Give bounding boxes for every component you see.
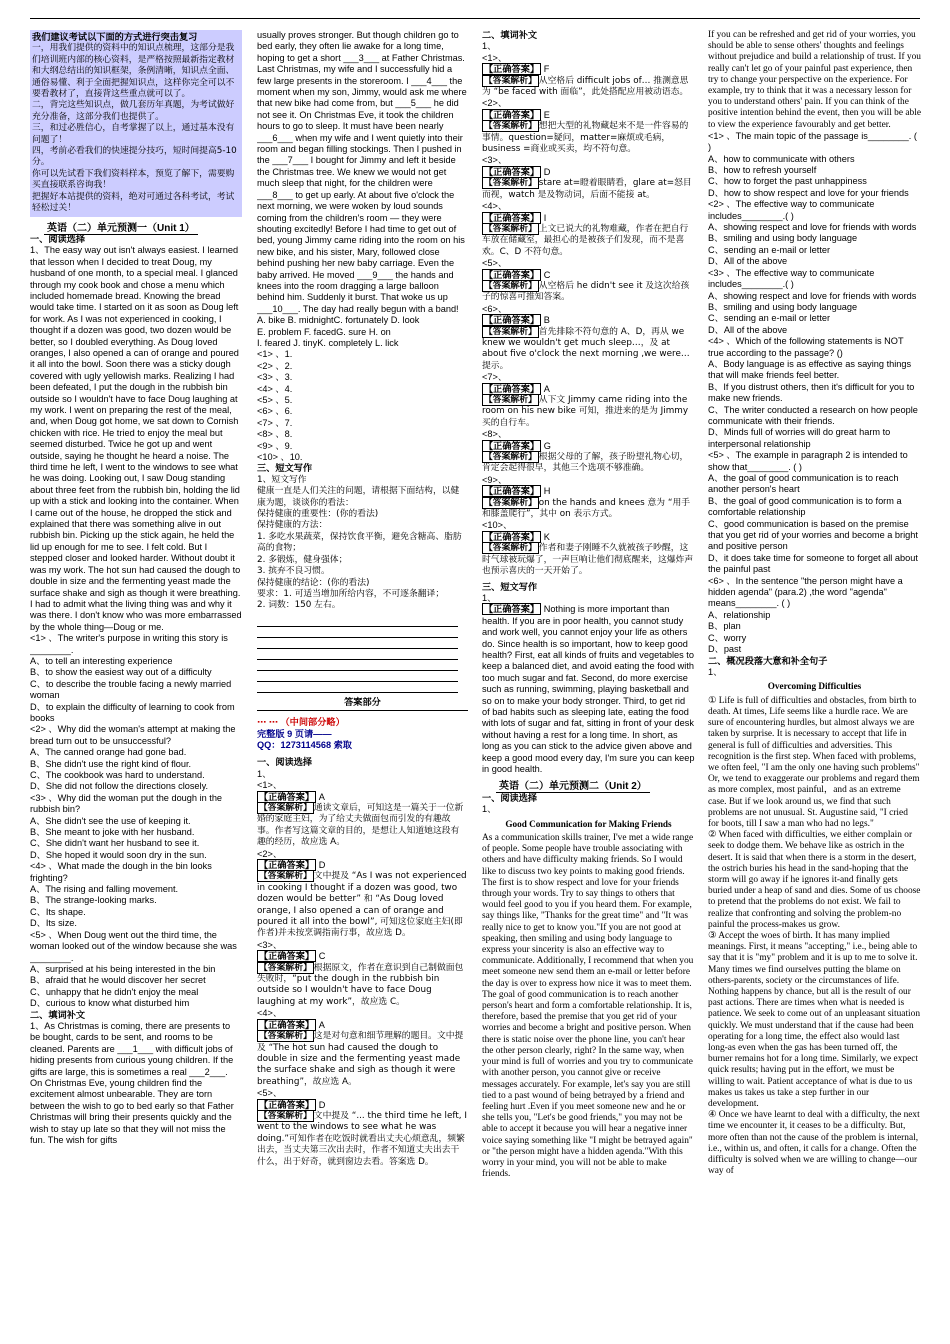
correct-answer-label: 【正确答案】 (259, 951, 315, 962)
question-line: <4> 、Which of the following statements is NOT true according to the passage? () (708, 336, 904, 358)
section-heading: 二、概况段落大意和补全句子 (708, 655, 828, 666)
paragraph: ① Life is full of difficulties and obstacles, from birth to death. At times, Life seems like a hurdle race. We are sure of encountering hurdles, but almost always we are taken by surprise. It is necessary to accept that life in general is full of difficulties and adversities. This recognition is the first step. When faced with problems, we often feel, "I am the only one having such problems" Or, we tend to exaggerate our problems and regard them as more complex, most painful，and as an extreme case. But if we look around us, we find that such problems are not unusual. St. Augustine said, "I cried for boots, till I saw a man who had no legs." (708, 695, 920, 829)
cloze-options: A. bike B. midnightC. fortunately D. look (257, 315, 420, 326)
explanation-text: 根据父母的了解，孩子盼望礼物心切，肯定会起得很早，其他三个选项不够准确。 (482, 452, 689, 474)
item-number: 1、 (708, 666, 723, 677)
question-list (30, 633, 242, 1009)
writing-line: 保持健康的结论：(你的看法) (257, 577, 370, 588)
option-line: B、The strange-looking marks. (30, 895, 157, 906)
option-line: A、relationship (708, 609, 771, 620)
question-line: <4> 、What made the dough in the bin looks frighting? (30, 861, 212, 883)
answer-key: D (318, 1099, 326, 1110)
writing-line: 2. 词数：150 左右。 (257, 600, 341, 611)
option-line: B、to show the easiest way out of a difficulty (30, 667, 212, 678)
unit2-title (496, 781, 695, 792)
blank-number: <9> 、9. (257, 440, 293, 451)
option-line: B、She didn't use the right kind of flour. (30, 758, 192, 769)
answer-block (257, 849, 468, 940)
question-line: <1> 、The main topic of the passage is________. ( ) (708, 130, 917, 153)
explanation-label: 【答案解析】 (484, 543, 537, 554)
answer-number: <8>、 (482, 429, 508, 440)
option-line: B、She meant to joke with her husband. (30, 827, 195, 838)
option-line: B、how to refresh yourself (708, 165, 817, 176)
answer-explanation (257, 803, 468, 849)
writing-line: 1、短文写作 (257, 474, 307, 485)
option-line: D、to explain the difficulty of learning to cook from books (30, 701, 235, 723)
blank-number: <3> 、3. (257, 372, 293, 383)
explanation-text: 从下文 Jimmy came riding into the room on his new bike 可知，推进来的是为 Jimmy 买的自行车。 (482, 395, 689, 428)
study-advice-box (30, 30, 242, 217)
answer-block (482, 304, 695, 372)
correct-answer-label: 【正确答案】 (484, 486, 540, 497)
section-heading: 一、阅读选择 (30, 233, 86, 244)
writing-answer-text: Nothing is more important than health. If you are in poor health, you cannot study and work well, you cannot enjoy your life as others do. Since health is so important, how to keep good health? First, eat all kinds of fruits and vegetables to keep a balanced diet, and avoid eating the food with too much sugar and fat. Second, do more exercise such as running, swimming, playing basketball and so on to make your body stronger. Third, to get rid of bad habits such as sleeping late, eating the food with lots of sugar and fat, sitting in front of your desk without having a rest for a long time. In short, as long as you can stick to the advice given above and keep a good mood every day, I'm sure you can keep in good health. (482, 604, 695, 774)
explanation-text: 文中提及 “As I was not experienced in cooking I thought if a dozen was good, two dozen would be better” 和 “As Doug loved orange, I also opened a can of orange and poured it all into the bowl”, 可知这位家庭主妇(即作者)并未按烹调指南行事，故应选 D。 (257, 871, 467, 939)
blank-number: <2> 、2. (257, 360, 293, 371)
paragraph: ③ Accept the woes of birth. It has many implied meanings. First, it means "accepting," i.e., being able to say that it is "my" problem and it is up to me to solve it. Many times we find ourselves putting the blame on others-parents, society or the circumstances of life. Nothing happens by chance, but all is the result of our past actions. There are times when what is needed is patience. We seek to come out of an unpleasant situation quickly. We must understand that if the cause had been operating for a long time, the effect also would last long-as even when the gas has been turned off, the burner remains hot for a long time. Similarly, we expect quick results; having put in the effort, we must be willing to wait. Patient acceptance of what is due to us makes us takes us take a step further in our development. (708, 931, 921, 1110)
advice-line: 你可以先试看下我们资料样本，预览了解下，需要购买直接联系咨询我！ (32, 168, 235, 191)
explanation-label: 【答案解析】 (259, 871, 312, 882)
question-line: <6> 、In the sentence "the person might have a hidden agenda" (para.2) ,the word "agenda" means________. ( ) (708, 575, 903, 609)
answer-block (482, 98, 695, 155)
qq-contact: QQ：1273114568 索取 (257, 739, 352, 750)
explanation-label: 【答案解析】 (259, 1031, 312, 1042)
writing-blank-lines (257, 616, 468, 693)
option-line: D、All of the above (708, 256, 788, 267)
option-line: A、the goal of good communication is to reach another person's heart (708, 473, 899, 495)
explanation-text: 这是对句意和细节理解的题目。文中提及 “The hot sun had caused the dough to double in size and the fermenting yeast made the surface shake and sigh as though it were breathing”，故应选 A。 (257, 1031, 464, 1087)
answer-section-heading: 答案部分 (257, 697, 468, 711)
answer-explanation (257, 871, 468, 939)
column-1 (30, 30, 242, 1340)
cloze-options: E. problem F. facedG. sure H. on (257, 326, 391, 337)
option-line: D、Minds full of worries will do great harm to interpersonal relationship (708, 427, 891, 449)
explanation-text: 想把大型的礼物藏起来不是一件容易的事情。question=疑问，matter=麻烦或毛病，business =商业或买卖，均不符句意。 (482, 121, 689, 155)
correct-answer-label: 【正确答案】 (259, 1019, 315, 1030)
answer-explanation (482, 543, 695, 577)
answer-key: G (543, 440, 551, 451)
answer-explanation (257, 1031, 468, 1088)
correct-answer-label: 【正确答案】 (484, 269, 540, 280)
explanation-text: 通读文章后，可知这是一篇关于一位新婚的家庭主妇，为了给丈夫做面包而引发的有趣故事。作者写这篇文章的目的，是想让人知道她这段有趣的经历，故应选 A。 (257, 802, 464, 848)
correct-answer (482, 64, 695, 75)
passage-title: Overcoming Difficulties (767, 681, 862, 692)
writing-answer (482, 604, 695, 775)
answer-block (482, 53, 695, 99)
answer-key: A (318, 791, 325, 802)
answer-explanation (482, 224, 695, 258)
explanation-text: 文中提及 “... the third time he left, I went to the windows to see what he was doing.”可知作者在吃饭时就看出丈夫心烦意乱，频繁出去，当丈夫第三次出去时，作者不知道丈夫出去干什么，出于好奇，就到窗边去看。答案选 D。 (257, 1110, 467, 1167)
question-list (708, 131, 921, 656)
option-line: A、Body language is as effective as saying things that will make friends feel better. (708, 358, 912, 381)
question-line: <3> 、Why did the woman put the dough in the rubbish bin? (30, 792, 223, 815)
explanation-text: on the hands and knees 意为 “用手和膝盖爬行”，其中 on 表示方式。 (482, 497, 691, 520)
writing-line: 保持健康的重要性：(你的看法) (257, 509, 379, 520)
item-number: 1、 (482, 804, 497, 815)
question-line: <5> 、When Doug went out the third time, the woman looked out of the window because she was ________. (30, 929, 237, 963)
section-heading: 二、填词补文 (482, 30, 538, 40)
answer-block (482, 201, 695, 258)
explanation-label: 【答案解析】 (484, 395, 537, 405)
full-version-notice: 完整版 9 页请—— (257, 728, 332, 739)
answer-number: <6>、 (482, 303, 508, 314)
answer-block (482, 429, 695, 475)
top-rule (30, 18, 920, 19)
passage-title: Good Communication for Making Friends (505, 818, 672, 829)
correct-answer-label: 【正确答案】 (259, 791, 315, 802)
option-line: D、how to show respect and love for your friends (708, 187, 909, 198)
answer-number: <3>、 (257, 939, 283, 950)
answer-number: <1>、 (257, 780, 283, 791)
answer-key: D (543, 166, 551, 177)
writing-line: 1. 多吃水果蔬菜，保持饮食平衡，避免含糖高、脂肪高的食物； (257, 531, 462, 554)
explanation-text: 根据原文，作者在意识到自己制做面包失败时，“put the dough in the rubbish bin outside so I wouldn't have to face Doug laughing at my work”，故应选 C。 (257, 962, 464, 1007)
option-line: A、surprised at his being interested in the bin (30, 963, 216, 974)
unit1-title (44, 223, 242, 234)
explanation-label: 【答案解析】 (259, 962, 312, 973)
answer-key: E (543, 109, 550, 120)
correct-answer (482, 486, 695, 497)
answer-block (482, 475, 695, 521)
item-number: 1、 (482, 592, 497, 603)
option-line: C、worry (708, 632, 747, 643)
answer-key: B (543, 315, 550, 326)
answer-key: F (543, 64, 550, 75)
option-line: D、curious to know what disturbed him (30, 998, 190, 1009)
answer-number: <9>、 (482, 474, 508, 485)
option-line: B、afraid that he would discover her secret (30, 975, 206, 986)
answer-block (257, 940, 468, 1008)
correct-answer-label: 【正确答案】 (484, 440, 540, 451)
answer-key: C (318, 951, 326, 962)
option-line: A、The rising and falling movement. (30, 884, 179, 895)
section-heading: 一、阅读选择 (482, 792, 538, 803)
blank-line (257, 660, 458, 671)
answer-key: A (318, 1019, 325, 1030)
option-line: B、plan (708, 621, 741, 632)
answer-explanation (482, 395, 695, 429)
answer-block (257, 780, 468, 848)
option-line: C、The cookbook was hard to understand. (30, 770, 205, 780)
explanation-label: 【答案解析】 (484, 280, 537, 291)
blank-line (257, 638, 458, 649)
answer-block (257, 1088, 468, 1168)
answer-explanation (482, 281, 695, 304)
option-line: A、how to communicate with others (708, 153, 855, 164)
answer-number: <5>、 (482, 258, 508, 269)
section-heading: 三、短文写作 (482, 581, 538, 592)
answer-explanation (482, 452, 695, 475)
option-line: D、She did not follow the directions closely. (30, 781, 209, 792)
column-2 (257, 30, 468, 1340)
explanation-label: 【答案解析】 (484, 223, 537, 234)
unit1-title-text: 英语（二）单元预测一（Unit 1） (44, 223, 198, 235)
correct-answer-label: 【正确答案】 (484, 315, 540, 326)
blank-line (257, 627, 458, 638)
answer-number: <2>、 (257, 848, 283, 859)
option-line: C、unhappy that he didn't enjoy the meal (30, 986, 199, 997)
option-line: C、Its shape. (30, 906, 86, 917)
explanation-label: 【答案解析】 (259, 1110, 312, 1121)
explanation-text: 作者和妻子刚睡不久就被孩子吵醒，这时气球被玩爆了，一声巨响让他们彻底醒来，这爆炸声也预示喜庆的一天开始了。 (482, 543, 694, 577)
unit2-title-text: 英语（二）单元预测二（Unit 2） (496, 781, 650, 793)
answer-block (482, 155, 695, 201)
answer-block (257, 1008, 468, 1088)
cloze-passage-continued: usually proves stronger. But though children go to bed early, they often lie awake for a long time, hoping to get a short ___3___ at Father Christmas. Last Christmas, my wife and I successfully hid a few large presents in the storeroom. I ___4___ the moment when my son, Jimmy, would ask me where that new bike had come from, but ___5___ he did not see it. On Christmas Eve, it took the children hours to go to sleep. It must have been nearly ___6___ when my wife and I went quietly into their room and began filling stockings. Then I pushed in the ___7___ I bought for Jimmy and left it beside the Christmas tree. We knew we would not get much sleep that night, for the children were ___8___ to get up early. At about five o'clock the next morning, we were woken by loud sounds coming from the children's room — they were shouting excitedly! Before I had time to get out of bed, young Jimmy came riding into the room on his new bike, and his sister, Mary, followed close behind pushing her new baby carriage. Even the baby arrived. He moved ___9___ the hands and knees into the room dragging a large balloon behind him. Suddenly it burst. That woke us up ___10___. The day had really begun with a band! (257, 30, 467, 314)
option-line: D、Its size. (30, 918, 77, 929)
blank-number: <8> 、8. (257, 429, 293, 440)
question-line: <5> 、The example in paragraph 2 is intended to show that________. ( ) (708, 450, 908, 472)
correct-answer-label: 【正确答案】 (484, 109, 540, 120)
advice-line: 四，考前必看我们的快速提分技巧，短时间提高5-10分。 (32, 146, 237, 168)
answer-explanation (482, 76, 695, 99)
answer-explanation (257, 963, 468, 1009)
correct-answer-label: 【正确答案】 (484, 383, 540, 394)
column-3 (482, 30, 695, 1340)
answer-key: D (318, 860, 326, 870)
blank-line (257, 671, 458, 682)
blank-number: <10> 、10. (257, 452, 303, 463)
writing-task (257, 475, 468, 612)
option-line: D、past (708, 644, 742, 655)
answer-block (482, 372, 695, 429)
section-heading: 二、填词补文 (30, 1009, 86, 1020)
option-line: B、If you distrust others, then it's difficult for you to make new friends. (708, 381, 915, 404)
answer-key: A (543, 383, 550, 394)
correct-answer (482, 315, 695, 326)
correct-answer-label: 【正确答案】 (484, 604, 540, 615)
answer-key: K (543, 531, 550, 542)
blank-line (257, 649, 458, 660)
blank-number: <7> 、7. (257, 417, 293, 428)
answer-explanation (482, 121, 695, 155)
reading-passage-continued: If you can be refreshed and get rid of your worries, you should be able to sense others' thoughts and feelings without prejudice and build a relationship of trust. If you really can't let go of your painful past experience, then try to change your perspective on the experience. For example, try to think that it was a necessary lesson for you to understand others' pain. If you can think of the positive intention behind the event, then you will be able to view the experience favourably and get better. (708, 30, 921, 130)
writing-line: 健康一直是人们关注的问题，请根据下面结构，以健康为题，谈谈你的看法： (257, 486, 460, 508)
option-line: C、sending an e-mail or letter (708, 313, 831, 324)
blank-line (257, 616, 458, 627)
option-line: C、sending an e-mail or letter (708, 244, 831, 255)
option-line: C、how to forget the past unhappiness (708, 176, 867, 187)
explanation-label: 【答案解析】 (484, 452, 537, 463)
option-line: C、good communication is based on the premise that you get rid of your worries and become a bright and positive person (708, 518, 918, 552)
cloze-options: I. feared J. tinyK. completely L. lick (257, 337, 399, 348)
item-number: 1、 (257, 768, 272, 779)
answer-number: <1>、 (482, 52, 508, 63)
explanation-text: 从空格后 he didn't see it 及这次给孩子的惊喜可推知答案。 (482, 280, 690, 303)
reading-passage: 1、The easy way out isn't always easiest. I learned that lesson when I decided to treat Doug, my husband of one month, to a special meal. I glanced through my cook book and chose a menu which included homemade bread. Knowing the bread would take time. I started on it as soon as Doug left for work. As I was not experienced in cooking, I thought if a dozen was good, two dozen would be better, so I doubled everything. As Doug loved oranges, I also opened a can of orange and poured it all into the bowl. Soon there was a sticky dough covered with ugly yellowish marks. Realizing I had been defeated, I put the dough in the rubbish bin outside so I wouldn't have to face Doug laughing at my work. I went on preparing the rest of the meal, and, when Doug got home, we sat down to Cornish chicken with rice. He tried to enjoy the meal but seemed disturbed. Twice he got up and went outside, saying he thought he heard a noise. The third time he left, I went to the windows to see what he was doing. Looking out, I saw Doug standing about three feet from the rubbish bin, holding the lid up with a stick and looking into the container. When I came out of the house, he dropped the stick and explained that there was something alive in out rubbish bin. Picking up the stick again, he held the lid up enough for me to see. I felt cold. But I stepped closer and looked harder. Without doubt it was my work. The hot sun had caused the dough to double in size and the fermenting yeast made the surface shake and sigh as though it were breathing. I had to admit what the living thing was and why it was there. I don't know who was more embarrassed by the whole thing—Doug or me. (30, 245, 242, 632)
option-line: C、She didn't want her husband to see it. (30, 838, 200, 849)
option-line: C、The writer conducted a research on how people communicate with their friends. (708, 404, 918, 426)
answer-key: I (543, 212, 547, 223)
section-heading: 三、短文写作 (257, 463, 313, 474)
explanation-text: stare at=瞪着眼睛看，glare at=怒目而视，watch 是及物动词，后面不能接 at。 (482, 178, 692, 200)
option-line: A、showing respect and love for friends with words (708, 222, 917, 233)
explanation-label: 【答案解析】 (484, 121, 537, 132)
answer-number: <7>、 (482, 372, 508, 383)
explanation-label: 【答案解析】 (484, 326, 537, 337)
correct-answer-label: 【正确答案】 (259, 860, 315, 870)
answer-key: H (543, 486, 551, 497)
correct-answer-label: 【正确答案】 (484, 64, 540, 75)
explanation-label: 【答案解析】 (484, 497, 537, 508)
writing-line: 要求：1. 可适当增加所给内容，不可逐条翻译； (257, 588, 445, 599)
answer-explanation (482, 327, 695, 373)
option-line: B、smiling and using body language (708, 233, 858, 244)
answer-key: C (543, 269, 551, 280)
option-line: D、She hoped it would soon dry in the sun. (30, 849, 207, 860)
option-line: B、smiling and using body language (708, 301, 858, 312)
explanation-label: 【答案解析】 (484, 178, 537, 189)
option-line: A、She didn't see the use of keeping it. (30, 815, 191, 826)
answer-number: <3>、 (482, 155, 508, 166)
correct-answer-label: 【正确答案】 (484, 166, 540, 177)
explanation-text: 首先排除不符句意的 A、D，再从 we knew we wouldn't get much sleep…，及 at about five o'clock the next morning ,we were… 提示。 (482, 326, 690, 371)
option-line: D、All of the above (708, 324, 788, 335)
item-number: 1、 (482, 41, 497, 52)
correct-answer-label: 【正确答案】 (259, 1099, 315, 1110)
paragraph: ② When faced with difficulties, we either complain or seek to dodge them. We behave like as ostrich in the desert. It is said that when there is a storm in the desert, the ostrich buries his head in the sand-hoping that the storm will go away if he ignores it-and finally gets buried under a heap of sand and dies. Some of us choose to pretend that the problems do not exist. We fail to realize that confronting and solving the problem-no painful the process-makes us grow. (708, 830, 921, 930)
writing-line: 3. 摈弃不良习惯。 (257, 566, 330, 577)
question-line: <2> 、The effective way to communicate includes________.( ) (708, 199, 875, 221)
option-line: D、it does take time for someone to forget all about the painful past (708, 552, 918, 575)
explanation-label: 【答案解析】 (259, 802, 312, 813)
section-heading: 一、阅读选择 (257, 757, 313, 768)
blank-number: <4> 、4. (257, 383, 293, 394)
option-line: B、the goal of good communication is to form a comfortable relationship (708, 495, 902, 518)
advice-line: 一，用我们提供的资料中的知识点梳理，这部分是我们培训班内部的核心资料，是严格按照最新指定教材和大纲总结出的知识框架，条例清晰，知识点全面、通俗易懂、利于全面把握知识点，这样你完全可以不要看教材了，直接背这些重点就可以了。 (32, 43, 235, 100)
answer-number: <5>、 (257, 1088, 283, 1099)
question-line: <3> 、The effective way to communicate includes________.( ) (708, 267, 875, 290)
blank-line (257, 682, 458, 693)
advice-line: 把握好本站提供的资料，绝对可通过各科考试，考试轻松过关！ (32, 191, 235, 214)
paragraph: ④ Once we have learnt to deal with a difficulty, the next time we encounter it, it ceases to be a difficulty. But, more often than not the cause of the problem is internal, i.e., within us, and often, it calls for a change. Often the difficulty is solved when we are willing to change—our way of (708, 1110, 920, 1177)
advice-line: 二，背完这些知识点，做几套历年真题，为考试做好充分准备，这部分我们也提供了。 (32, 100, 235, 122)
explanation-label: 【答案解析】 (484, 75, 537, 86)
question-line: <1> 、The writer's purpose in writing this story is ________. (30, 633, 228, 655)
writing-line: 保持健康的方法： (257, 520, 328, 531)
option-line: A、showing respect and love for friends with words (708, 290, 917, 301)
option-line: A、to tell an interesting experience (30, 655, 173, 666)
question-line: <2> 、Why did the woman's attempt at making the bread turn out to be unsuccessful? (30, 724, 236, 746)
cloze-passage: 1、As Christmas is coming, there are presents to be bought, cards to be sent, and rooms to be cleaned. Parents are ___1___ with difficult jobs of hiding presents from curious young children. If the gifts are large, this is sometimes a real ___2___. On Christmas Eve, young children find the excitement almost unbearable. They are torn between the wish to go to bed early so that Father Christmas will bring their presents quickly and the wish to stay up late so that they will not miss the fun. The wish for gifts (30, 1020, 234, 1145)
option-line: C、to describe the trouble facing a newly married woman (30, 678, 232, 701)
explanation-text: 从空格后 difficult jobs of… 推测意思为 “be faced with 面临”，此处搭配应用被动语态。 (482, 75, 689, 98)
answer-explanation (482, 178, 695, 201)
advice-line: 我们建议考试以下面的方式进行突击复习 (32, 32, 198, 42)
reading-passage: As a communication skills trainer, I've met a wide range of people. Some people have trouble associating with others and have difficulty making friends. So I would like to discuss two key points to making good friends. The first is to show respect and love for your friends through your words. Try to say things to others that would feel good to you if you heard them. For example, say things like, "Thanks for the great time" and "It was really nice to get to know you."If you are not good at speaking, then smiling and using body language to express your sincerity is also an effective way to communicate. Additionally, I recommend that when you meet someone new send them an e-mail or letter before the day is over to express how nice it was to meet them. The goal of good communication is to reach another person's heart and form a comfortable relationship. It is, therefore, based the premise that you get rid of your worries and become a bright and positive person. When there is static noise over the phone line, you can't hear the other person clearly, right? In the same way, when your mind is full of worries and you try to communicate with another person, you cannot give or receive messages accurately. For example, let's say you are still tied to a past wound of being betrayed by a friend and feeling hurt .Even if you meet someone new and he or she tells you, "Let's be good friends," you may not be able to accept it because you will hear a negative inner voice saying something like "I might be betrayed again" or "the person might have a hidden agenda."With this worry in your mind, you will not be able to make friends. (482, 833, 694, 1180)
answer-block (482, 520, 695, 577)
correct-answer-label: 【正确答案】 (484, 531, 540, 542)
answer-number: <4>、 (257, 1008, 283, 1019)
advice-line: 三，和过必胜信心，自考掌握了以上，通过基本没有问题了！ (32, 123, 235, 145)
answer-explanation (257, 1111, 468, 1168)
answer-explanation (482, 498, 695, 521)
reading-passage (708, 696, 921, 1178)
column-4 (708, 30, 921, 1340)
answer-block (482, 258, 695, 304)
correct-answer-label: 【正确答案】 (484, 212, 540, 223)
omitted-notice: ⋯ ⋯ （中间部分略） (257, 717, 345, 728)
answer-number: <4>、 (482, 201, 508, 212)
blank-number: <6> 、6. (257, 406, 293, 417)
correct-answer (257, 951, 468, 962)
answer-number: <2>、 (482, 98, 508, 109)
answer-number: <10>、 (482, 520, 513, 531)
blank-number: <5> 、5. (257, 395, 293, 405)
option-line: A、The canned orange had gone bad. (30, 747, 187, 758)
explanation-text: 上文已说大的礼物难藏，作者在把自行车放在储藏室，最担心的是被孩子们发现，而不是喜欢。C、D 不符句意。 (482, 223, 689, 257)
blank-number: <1> 、1. (257, 349, 293, 360)
writing-line: 2. 多锻炼，健身强体； (257, 554, 348, 565)
